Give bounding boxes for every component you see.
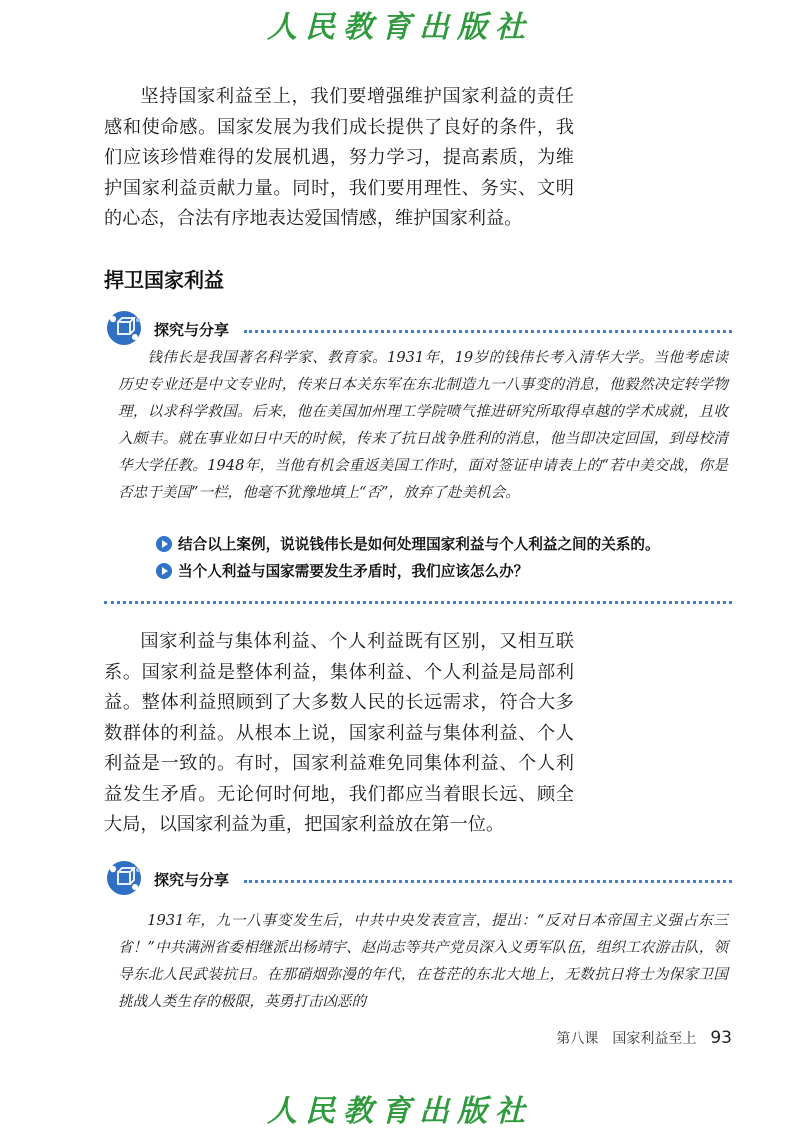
question-item <box>156 557 736 584</box>
explore-story-qian-weichang: 钱伟长是我国著名科学家、教育家。1931年，19岁的钱伟长考入清华大学。当他考虑读历史专业还是中文专业时，传来日本关东军在东北制造九一八事变的消息，他毅然决定转学物理，以求科学救国。后来，他在美国加州理工学院喷气推进研究所取得卓越的学术成就，且收入颇丰。就在事业如日中天的时候，传来了抗日战争胜利的消息，他当即决定回国，到母校清华大学任教。1948年，当他有机会重返美国工作时，面对签证申请表上的“若中美交战，你是否忠于美国”一栏，他毫不犹豫地填上“否”，放弃了赴美机会。 <box>118 349 728 501</box>
page-footer <box>556 1028 732 1048</box>
explore-title: 探究与分享 <box>154 871 230 889</box>
section-separator <box>104 601 732 604</box>
section-title: 捍卫国家利益 <box>104 268 224 292</box>
explore-story-northeast-resistance: 1931年，九一八事变发生后，中共中央发表宣言，提出：“反对日本帝国主义强占东三省！”中共满洲省委相继派出杨靖宇、赵尚志等共产党员深入义勇军队伍，组织工农游击队，领导东北人民武装抗日。在那硝烟弥漫的年代，在苍茫的东北大地上，无数抗日将士为保家卫国挑战人类生存的极限，英勇打击凶恶的 <box>118 912 728 1010</box>
explore-badge-icon <box>104 860 146 896</box>
explore-badge-icon <box>104 310 146 346</box>
dotted-divider <box>244 330 732 333</box>
question-text: 结合以上案例，说说钱伟长是如何处理国家利益与个人利益之间的关系的。 <box>178 536 660 553</box>
arrow-bullet-icon <box>156 536 172 552</box>
question-text: 当个人利益与国家需要发生矛盾时，我们应该怎么办？ <box>178 563 529 580</box>
main-paragraph: 国家利益与集体利益、个人利益既有区别，又相互联系。国家利益是整体利益，集体利益、个人利益是局部利益。整体利益照顾到了大多数人民的长远需求，符合大多数群体的利益。从根本上说，国家利益与集体利益、个人利益是一致的。有时，国家利益难免同集体利益、个人利益发生矛盾。无论何时何地，我们都应当着眼长远、顾全大局，以国家利益为重，把国家利益放在第一位。 <box>104 631 574 835</box>
publisher-watermark-bottom: 人民教育出版社 <box>267 1094 533 1129</box>
page-number: 93 <box>710 1028 732 1048</box>
question-item <box>156 530 736 557</box>
explore-title: 探究与分享 <box>154 321 230 339</box>
explore-share-header-2 <box>104 860 732 900</box>
dotted-divider <box>244 880 732 883</box>
arrow-bullet-icon <box>156 563 172 579</box>
publisher-watermark-top: 人民教育出版社 <box>267 10 533 45</box>
question-list <box>156 530 736 584</box>
intro-paragraph: 坚持国家利益至上，我们要增强维护国家利益的责任感和使命感。国家发展为我们成长提供了良好的条件，我们应该珍惜难得的发展机遇，努力学习，提高素质，为维护国家利益贡献力量。同时，我们要用理性、务实、文明的心态，合法有序地表达爱国情感，维护国家利益。 <box>104 86 574 229</box>
footer-lesson-title: 第八课 国家利益至上 <box>556 1031 697 1047</box>
